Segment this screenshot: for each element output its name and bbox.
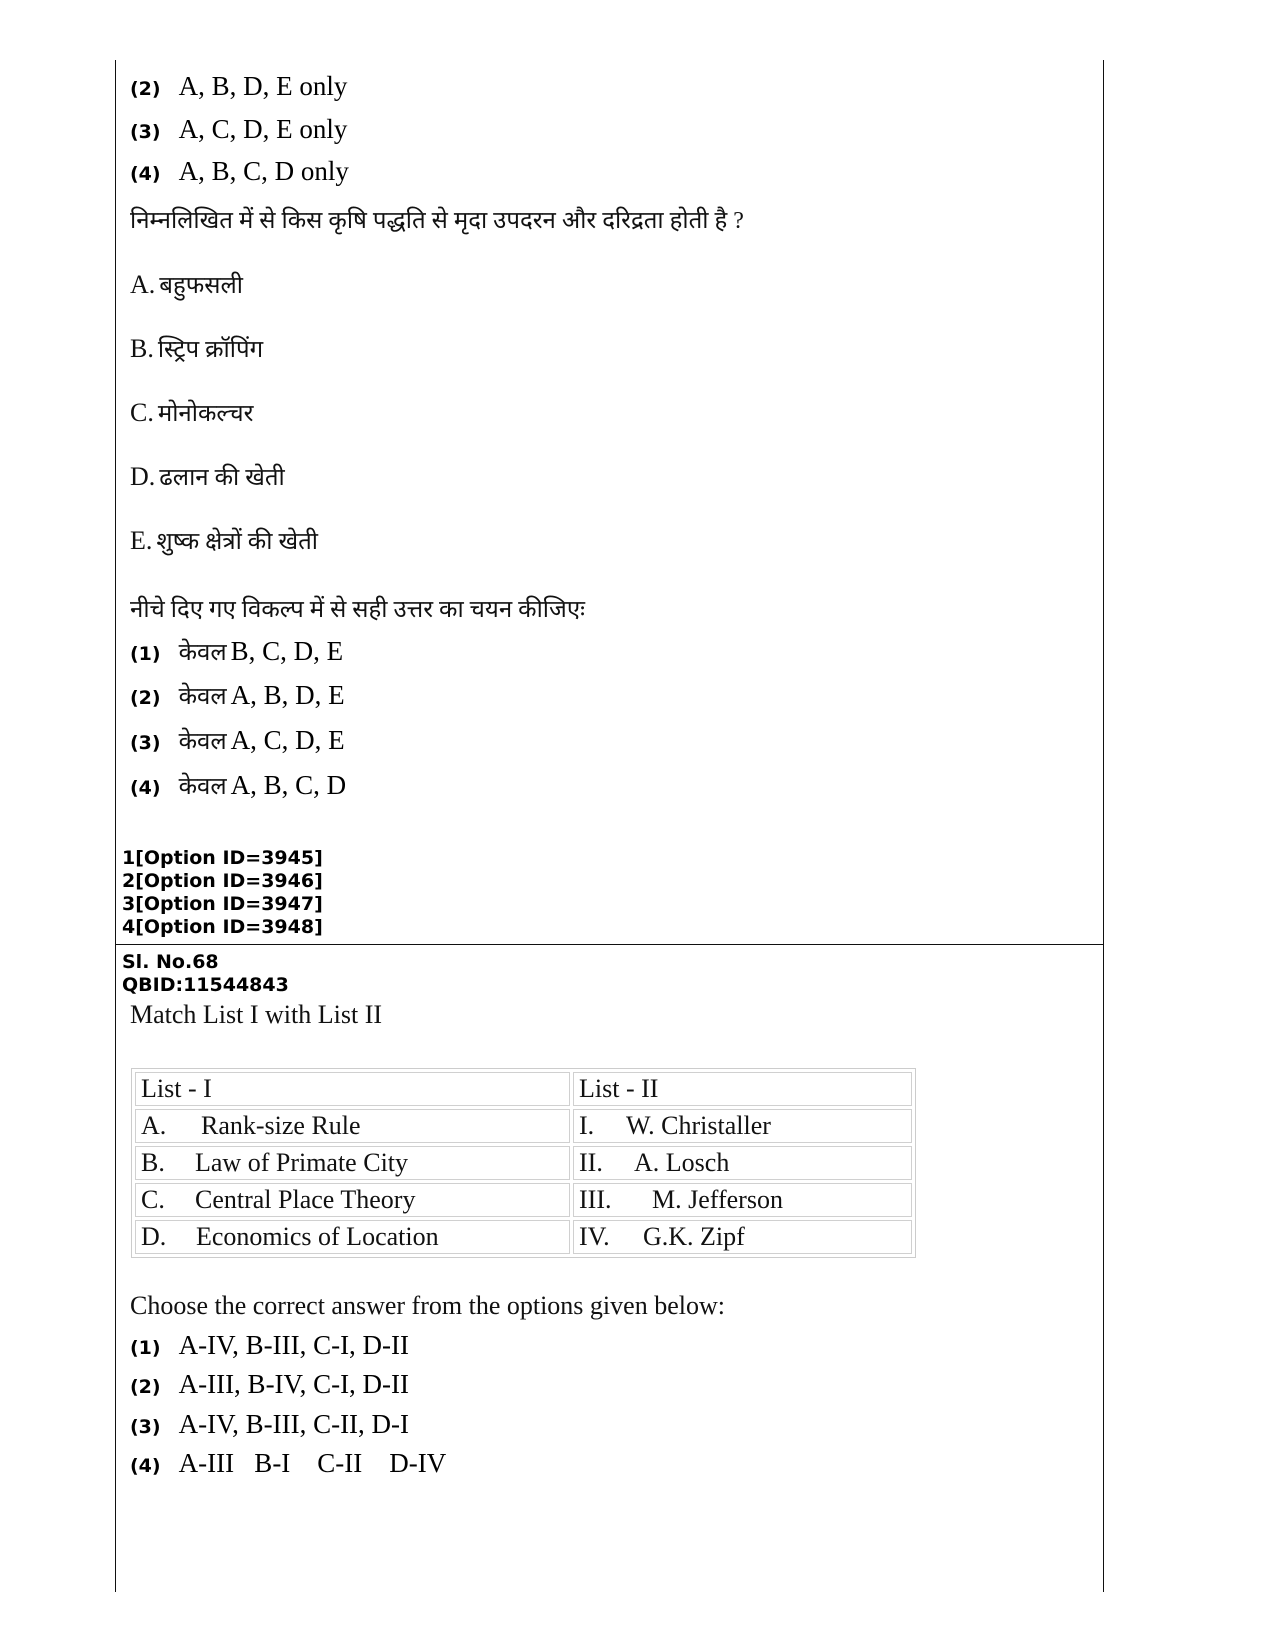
option-prefix: केवल — [178, 640, 227, 666]
option-text: A-III B-I C-II D-IV — [178, 1448, 447, 1478]
option-2-en[interactable] — [130, 71, 347, 102]
option-text: A-IV, B-III, C-I, D-II — [178, 1330, 410, 1360]
qbid: QBID:11544843 — [122, 974, 289, 996]
option-number: (1) — [130, 643, 161, 665]
option-id: 1[Option ID=3945] — [122, 847, 323, 869]
option-text: A, B, D, E only — [178, 71, 348, 101]
match-table — [131, 1068, 916, 1258]
item-text: ढलान की खेती — [159, 465, 285, 491]
list-1-cell — [135, 1146, 570, 1180]
item-letter: B. — [130, 334, 154, 363]
answer-option-3[interactable] — [130, 1409, 409, 1440]
table-header-row — [135, 1072, 912, 1106]
option-number: (3) — [130, 121, 161, 143]
option-number: (2) — [130, 78, 161, 100]
option-4-hi[interactable] — [130, 769, 346, 802]
option-3-hi[interactable] — [130, 724, 345, 757]
question-divider — [116, 944, 1103, 945]
item-letter: C. — [130, 398, 154, 427]
hindi-item-c — [130, 396, 253, 429]
option-1-hi[interactable] — [130, 635, 343, 668]
list-2-letter: III. — [579, 1185, 612, 1214]
list-1-text: Economics of Location — [196, 1222, 439, 1251]
list-2-letter: I. — [579, 1111, 595, 1140]
option-text: A, B, D, E — [230, 680, 345, 710]
item-letter: E. — [130, 526, 153, 555]
header-list-1: List - I — [135, 1072, 570, 1106]
question-frame — [115, 60, 1104, 1592]
table-row — [135, 1220, 912, 1254]
table-row — [135, 1109, 912, 1143]
option-number: (2) — [130, 1376, 161, 1398]
option-id: 2[Option ID=3946] — [122, 870, 323, 892]
list-1-letter: A. — [141, 1111, 167, 1140]
option-text: A, C, D, E — [230, 725, 345, 755]
answer-instruction: Choose the correct answer from the options given below: — [130, 1291, 725, 1320]
list-1-cell — [135, 1183, 570, 1217]
option-id-list — [122, 847, 323, 939]
list-2-cell — [573, 1183, 912, 1217]
list-1-cell — [135, 1109, 570, 1143]
option-2-hi[interactable] — [130, 679, 345, 712]
hindi-item-b — [130, 332, 263, 365]
question-title: Match List I with List II — [130, 1000, 383, 1029]
list-2-text: G.K. Zipf — [643, 1222, 745, 1251]
option-text: A, B, C, D only — [178, 156, 349, 186]
list-1-text: Law of Primate City — [195, 1148, 409, 1177]
list-1-text: Central Place Theory — [195, 1185, 416, 1214]
option-id: 4[Option ID=3948] — [122, 916, 323, 938]
option-number: (3) — [130, 1416, 161, 1438]
list-1-cell — [135, 1220, 570, 1254]
list-1-letter: D. — [141, 1222, 167, 1251]
list-2-cell — [573, 1220, 912, 1254]
option-id: 3[Option ID=3947] — [122, 893, 323, 915]
hindi-instruction: नीचे दिए गए विकल्प में से सही उत्तर का चयन कीजिएः — [130, 597, 585, 623]
option-text: A-IV, B-III, C-II, D-I — [178, 1409, 410, 1439]
answer-option-1[interactable] — [130, 1330, 409, 1361]
answer-option-4[interactable] — [130, 1448, 446, 1479]
item-text: बहुफसली — [159, 273, 243, 299]
item-letter: A. — [130, 270, 156, 299]
option-3-en[interactable] — [130, 114, 347, 145]
header-list-2: List - II — [573, 1072, 912, 1106]
hindi-item-a — [130, 268, 243, 301]
option-text: A-III, B-IV, C-I, D-II — [178, 1369, 410, 1399]
list-2-letter: II. — [579, 1148, 603, 1177]
option-4-en[interactable] — [130, 156, 349, 187]
option-number: (4) — [130, 163, 161, 185]
list-2-letter: IV. — [579, 1222, 610, 1251]
hindi-item-d — [130, 460, 285, 493]
option-number: (2) — [130, 687, 161, 709]
option-text: B, C, D, E — [230, 636, 344, 666]
item-text: स्ट्रिप क्रॉपिंग — [157, 337, 264, 363]
list-2-text: W. Christaller — [626, 1111, 771, 1140]
table-row — [135, 1146, 912, 1180]
option-number: (4) — [130, 1455, 161, 1477]
table-row — [135, 1183, 912, 1217]
option-prefix: केवल — [178, 729, 227, 755]
list-1-letter: C. — [141, 1185, 165, 1214]
option-number: (3) — [130, 732, 161, 754]
option-number: (1) — [130, 1337, 161, 1359]
list-2-text: A. Losch — [634, 1148, 730, 1177]
item-text: शुष्क क्षेत्रों की खेती — [156, 529, 318, 555]
item-letter: D. — [130, 462, 156, 491]
option-number: (4) — [130, 777, 161, 799]
hindi-question-text: निम्नलिखित में से किस कृषि पद्धति से मृदा उपदरन और दरिद्रता होती है ? — [130, 208, 744, 234]
list-2-cell — [573, 1146, 912, 1180]
option-text: A, B, C, D — [230, 770, 347, 800]
list-1-letter: B. — [141, 1148, 165, 1177]
list-2-cell — [573, 1109, 912, 1143]
item-text: मोनोकल्चर — [157, 401, 254, 427]
option-text: A, C, D, E only — [178, 114, 348, 144]
hindi-item-e — [130, 524, 318, 557]
option-prefix: केवल — [178, 774, 227, 800]
list-1-text: Rank-size Rule — [201, 1111, 361, 1140]
list-2-text: M. Jefferson — [652, 1185, 783, 1214]
serial-number: Sl. No.68 — [122, 951, 219, 973]
answer-option-2[interactable] — [130, 1369, 409, 1400]
question-meta — [122, 951, 289, 997]
option-prefix: केवल — [178, 684, 227, 710]
